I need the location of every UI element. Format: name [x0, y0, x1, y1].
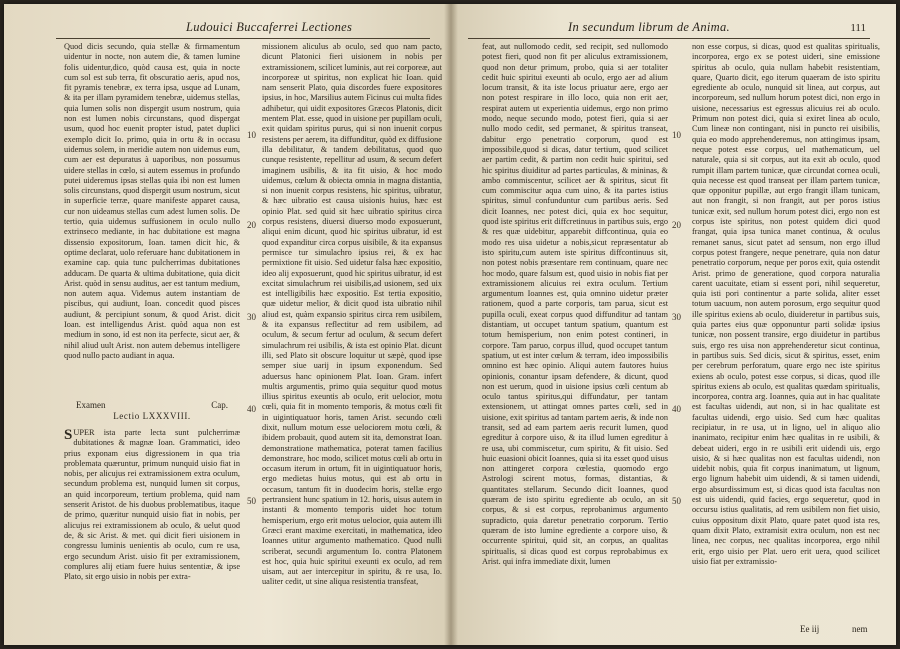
- line-number-20-left: 20: [247, 220, 256, 230]
- line-number-10-left: 10: [247, 130, 256, 140]
- left-page: [4, 4, 448, 645]
- line-number-20-right: 20: [672, 220, 681, 230]
- left-page-header: [4, 12, 448, 38]
- left-column-2: [262, 42, 442, 614]
- section-examen: Examen: [76, 400, 106, 410]
- line-number-30-left: 30: [247, 312, 256, 322]
- running-title-left: Ludouici Buccaferrei Lectiones: [186, 20, 353, 34]
- right-column-1: [482, 42, 668, 614]
- right-page-header: [448, 12, 896, 38]
- book-spread: [4, 4, 896, 645]
- left-col1-bottom-text: UPER ista parte lecta sunt pulcherrimæ dubitationes & magnæ Ioan. Grammatici, ideo prius exponam eius digressionem in qua tria problemata quæruntur, primum nunquid uisio fiat in nobis, per alicujus rei extramissionem extra oculum, secundum problema est, nunquid lumen sit corpus, an quid incorporeum, tertium problema, quid nam senserit Aristot. de his duobus problematibus, itaque de primo, quæritur nunquid uisio fiat in nobis, per alicujus rei extramissionem ab oculo, & uelut quod de, & sic Arist. & met. qui dicit fieri uisionem in congressu luminis uenientis ab oculo, cum re usa, ergo secundum Arist. uisio fit per extramissionem, complures alij etiam fuere huius sententiæ, & ipse Plato, sit ergo uisio in nobis per extra-: [64, 428, 240, 582]
- line-number-50-left: 50: [247, 496, 256, 506]
- header-rule-left: [56, 38, 430, 39]
- line-number-30-right: 30: [672, 312, 681, 322]
- drop-cap-s: S: [64, 428, 73, 443]
- right-col2-text: non esse corpus, si dicas, quod est qualitas spiritualis, incorporea, ergo ex se potest uideri, sine emissione spiritus ab oculo, quia nullam habebit resistentiam, quare, Quarto dicit, ego iterum quaeram de isto spiritu egrediente ab oculo, nunquid sit linea, aut corpus, aut incorporeum, sed nullum horum potest dici, non ergo in uisione, necessarius est egressus alicuius rei ab oculo. Primum non potest dici, quia si exiret linea ab oculo, Cum lineæ non contingant, nisi in puncto rei uisibilis, quia eo modo apprehenderemus, non attingimus ipsam, neque potest esse corpus, uel mathematicum, uel naturale, quia si sit corpus, aut ita exit ab oculo, quod rumpit illam partem tunicæ, quæ circundat cornea oculi, quia necesse est quod transeat per illam partem tunicæ, quæ opponitur pupillæ, aut ergo frangit illam tunicam, aut non frangit, si non frangit, aut per poros istius tunicæ exit, sed nullum horum potest dici, ergo non est corpus iste spiritus, non potest quidem dici quod frangat, quia ipsa tunica manet continua, & oculus remanet sanus, sicut patet ad sensum, non ergo illud corpus potest frangere, neque penetrare, quia non datur penetratio corporum, neque per poros exit, quia ostendit Arist. primo de generatione, quod corpora naturalia carent uacuitate, etiam si essent pori, nihil sequeretur, quia isti pori continentur a parte solida, aliter esset totum uacuum, non autem porosum, ergo sequitur quod ille spiritus exiens ab oculo, diuideretur in partibus suis, quia partes eius quæ opponuntur parti solidæ ipsius tunicæ, non possent transire, ergo diuidetur in partibus suis, ergo res uisa non apprehenderetur sicut continua, in partibus suis. Sed dicis, sicut & spiritus, esset, enim per cerebrum perforatum, quare ergo nec iste spiritus exiens ab oculo, potest esse corpus, si dicas, quod ille spiritus exiens ab oculo, est qualitas quædam spiritualis, incorporea, contra arg. Ioannes, quia aut in hac qualitate est facultas uidendi, aut non, si in hac qualitate est facultas uidendi, ergo uisio. Sed cum hæc qualitas recipiatur, in re usa, ut in ligno, uel in aliquo alio inanimato, recipitur enim hæc qualitas in re usibili, & debeat uideri, ergo in re usibili erit uidendi uis, ergo uisio, & si hæc qualitas non est facultas uidendi, non uidebit nobis, quia fit corpus inanimatum, ut lignum, ergo lignum habebit uim uidendi, & si tamen uidendi, ergo absurdissimum est, si dicas quod ista facultas non est uis uidendi, quid facies, ergo sequeretur, quod in occursu istius qualitatis, ad rem usibilem non fiet uisio, cuius oppositum dixit Plato, quare patet quod ista res, quam dixit Plato, extramisit extra oculum, non est nec linea, nec corpus, nec qualitas incorporea, ergo nihil erit, ergo uisio per Plat. uero erit uera, quod scilicet uisio fiat per extramissio-: [692, 42, 880, 566]
- line-number-10-right: 10: [672, 130, 681, 140]
- page-number-right: 111: [850, 22, 866, 34]
- signature-mark: Ee iij: [800, 624, 820, 634]
- line-number-40-right: 40: [672, 404, 681, 414]
- running-title-right: In secundum librum de Anima.: [568, 20, 730, 34]
- header-rule-right: [468, 38, 870, 39]
- right-page: [448, 4, 896, 645]
- section-cap: Cap.: [211, 400, 228, 410]
- left-col2-text: missionem aliculus ab oculo, sed quo nam pacto, dicunt Platonici fieri uisionem in nobis per extramissionem, scilicet luminis, aut rei corporeæ, aut incorporeæ ut spiritus, non explicat hic Ioan. quid nam senserit Plato, quia discordes fuere expositores ipsius, in hoc, Marsilius autem Ficinus cui multa fides adhibetur, qui uidit expositores Græcos Platonis, dicit mentem Plat. esse, quod in uisione per pupillam oculi, exit quidam spiritus purus, qui si non inuenit corpus resistens per aerem, ita diffunditur, quòd ex diffusione illa debilitatur, & tandem debilitatus, quod quo cunque resistente, repellitur ad usum, & secum defert imaginem usibilis, & ita fit uisio, & hoc modo uidemus, cœlum & obiecta omnia in magna distantia, si non inuenit corpus resistens, hic spiritus, uibratur, & hæc uibratio est causa uisionis huius, hæc est opinio Plat. sed quid sit hæc uibratio spiritus circa corpus resistens, diuersi diuerso modo exposuerunt, aliqui enim dicunt, quod hic spiritus uibratur, id est quod expanditur circa corpus uisibile, & ita expansus permisce tur simulachro ipsius rei, & ex hac permixtione fit uisio. Sed uidetur falsa hæc expositio, ideo alij exposuerunt, quod hic spiritus uibratur, id est excitat simulachrum rei uisibilis,ad usionem, sed uix est intelligibilis hæc expositio. Est tertia expositio, quæ uidetur melior, & dicit quod ista uibratio nihil aliud est, quàm expansio spiritus circa rem usibilem, & ita expansus reflectitur ad rem usibilem, ad oculum, & secum fertur ad oculum, & secum defert simulachrum rei usibilis, & ista est opinio Plat. dicunt illi, sed Plato sit obscure loquitur ut sæpè, quod ipse semper siue uarij in ipsum exponendum. Sed aduersus hanc opinionem Plat. Ioan. Gram. infert multis argumentis, primo quia sequitur quod motus illius spiritus exeuntis ab oculo, erit uelocior, motu cœli, quia fit in momento temporis, & motus cœli fit in uigintiquatuor horis, tamen Arist. secundo cœli dixit, nullum motum esse uelociorem motu cœli, & ibidem probauit, quod autem sit ita, demonstrat Ioan. demonstratione mathematica, poterat tamen facilius demonstrare, hoc modo, scilicet motus cœli ab ortu in occasum iterum in ortum, fit in uigintiquatuor horis, ergo medietas huius motus, qui est ab ortu in occasum, tantum fit in duodecim horis, stellæ ergo pertransient hunc spatium in 12. horis, uisus autem in instanti & momento temporis uidet hoc totum hemisperium, ergo erit motus uelocior, quia autem illi Græci erant maxime exercitati, in mathematica, ideo Ioannes utitur argumento mathematico. Quod nulli scriberat, secundi argumentum Io. contra Platonem est hoc, quia huic spiritui exeunti ex oculo, ad rem uisam, aut aer intercepitur in spiritu, & re usa, Io. ualiter cedit, ut sine aliqua resistentia transfeat,: [262, 42, 442, 587]
- right-col1-text: feat, aut nullomodo cedit, sed recipit, sed nullomodo potest fieri, quod non fit per aliculus extramissionem, quod non detur primum, probo, quia si aer totaliter cedit huic spiritui exeunti ab oculo, ergo aer ad alium locum transit, & ita iste locus priuatur aere, ergo aer non potest respirare in illo loco, quia non erit aer, respirat autem ut experientia uidemus, ergo non primo modo, neque secundo modo, potest fieri, quia si aer nullo modo cedit, sed permanet, & spiritus transeat, dabitur ergo penetratio corporum, quod est impossibile,quod si dicas, datur tertium, quod scilicet aer partim cedit, & partim non cedit huic spiritui, sed hic spiritus diuiditur ad partes particulas, & mininas, & ambo commiscentur, scilicet aer & spiritus, sicut fit cum commiscitur aqua cum uino, & ita partes istius spiritus, simul confunduntur cum partibus aeris. Sed dicit Ioannes, nec potest dici, quia ex hoc sequitur, quod iste spiritus erit diffcretinuus in partibus suis, ergo & res quæ uidebitur, apparebit diffcontinua, quia eo modo res uisa uidetur a nobis,sicut repræsentatur ab isto spiritu,cum autem iste spiritus diffcontinuus sit, non potest nobis præsentare rem continuam, quare nec hoc modo, quare falsum est, quod uisio in nobis fiat per extramissionem alicuius rei extra oculum. Tertium argumentum Ioannes est, quia omnino uidetur præter rationem, quod a parte corporis, tam parua, sicut est pupilla oculi, exeat corpus quod diffunditur ad tantam distantiam, ut occupet tantum spatium, quantum est totum hemisperium, non enim potest contineri, in corpore. Tam paruo, corpus illud, quod occupet tantum spatium, ut est inter cœlum & terram, ideo impossibilis omnino est hæc opinio. Aliqui autem fautores huius opinionis, conantur ipsam defendere, & dicunt, quod non est uerum, quod in uisione ipsius cœli centum ab oculo tantus spiritus,qui diffundatur, per tantam extensionem, ut attingat omnes partes cœli, sed in uisione, exit spiritus ad tantam partem aeris, & inde non transit, sed ad eam partem aeris recurit lumen, quod egreditur à corpore uiso, & ita illud lumen egreditur à re usa, ubi commiscetur, cum spiritu, & fit uisio. Sed huic euasioni obicit Ioannes, quia si ita esset quod uisus non attingeret corpora cœlestia, quomodo ergo Astrologi scirent motus, formas, distantias, & quantitates stellarum. Secundo dicit Ioannes, quod quæram de isto spiritu egrediente ab oculo, an sit corpus, & si est corpus, reprobanimus argumento supradicto, quia daretur penetratio corporum. Tertio quæram de isto lumine egrediente a corpore uiso, & occurrente spiritui, quid sit, an corpus, an qualitas spiritualis, si dicas quod est corpus reprobabimus ex Arist. qui infra immediate dixit, lumen: [482, 42, 668, 566]
- section-heading: [64, 400, 240, 422]
- line-number-40-left: 40: [247, 404, 256, 414]
- left-col1-top-text: Quod dicis secundo, quia stellæ & firmamentum uidentur in nocte, non autem die, & tamen lumine folis uidentur,dico, quòd causa est, quia in nocte cum sol est sub terra, fit obscuratio aeris, apud nos, fit pyramis tenebræ, ex terra ipsa, usque ad Lunam, & ita per illam pyramidem tenebræ, uidemus stellas, quia lumen solis non dispergit usum nostrum, quia non est lumen nobis circunstans, quod dispergat usum, quod hoc euenit propter istud, patet duplici exemplo dicit Io. primo, quia in ortu & in occasu uidemus solem, in meridie autem non uidemus eum, cum aer est depuratus à uaporibus, non possumus uidere stellas in cœlo, si autem essemus in profundo putei uideremus ipsas stellas quia ibi non est lumen solis circunstans, quod dispergit usum nostrum, sicut in superficie terræ, quare manifeste apparet causa, cur non uideamus stellas cum adest lumen solis. De tertio, quia uidemus suffusionem in oculo nullo extrinseco mediante, in hac dubitatione est magna dissensio expositorum, Ioan. tamen dicit hic, & optime declarat, uolo referuare hanc dubitationem in examine cap. quia tunc pulcherrimas dubitationes adducam. De quarta & ultima dubitatione, quia dicit Arist. quòd in sensu auditus, aer est tantum medium, non autem aqua. Videmus autem instantiam de piscibus, qui audiunt, Ioan. concedit quod pisces audiunt, & percipiunt sonum, & quod Arist. dicit Ioan. est intelligendus Arist. quòd aqua non est medium in sono, id est non ita perfecte, sicut aer, & nihil aliud uult Arist. non autem debemus intelligere quod nullo pacto audiant in aqua.: [64, 42, 240, 360]
- left-column-1: [64, 42, 240, 404]
- line-number-50-right: 50: [672, 496, 681, 506]
- left-column-1-bottom: [64, 428, 240, 624]
- section-lectio: Lectio LXXXVIII.: [113, 411, 191, 421]
- right-column-2: [692, 42, 880, 604]
- catchword: nem: [852, 624, 868, 634]
